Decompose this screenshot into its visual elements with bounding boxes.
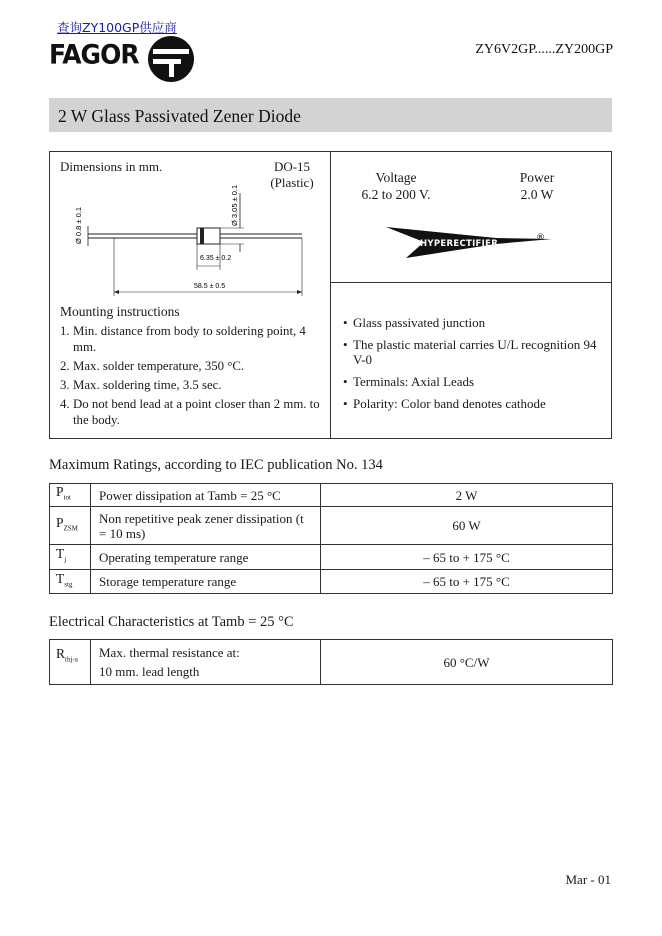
max-ratings-table [49, 483, 613, 594]
brand-name: FAGOR [49, 39, 139, 70]
table-row [50, 640, 613, 685]
dimensions-label: Dimensions in mm. [60, 159, 163, 174]
description-cell: Power dissipation at Tamb = 25 °C [91, 484, 321, 507]
total-length-label: 58.5 ± 0.5 [194, 283, 226, 290]
mounting-list [60, 323, 325, 431]
footer-date: Mar - 01 [565, 872, 611, 887]
feature-item: • Terminals: Axial Leads [343, 374, 475, 389]
mounting-item: 2. Max. solder temperature, 350 °C. [60, 359, 245, 373]
description-cell: Non repetitive peak zener dissipation (t = 10 ms) [91, 507, 321, 545]
mounting-item: 4. Do not bend lead at a point closer than 2 mm. to the body. [60, 397, 320, 427]
feature-item: • The plastic material carries U/L recognition 94 V-0 [343, 337, 597, 367]
feature-item: • Polarity: Color band denotes cathode [343, 396, 546, 411]
table-row [50, 545, 613, 570]
fagor-logo-icon [147, 35, 195, 83]
value-cell: 2 W [321, 484, 613, 507]
registered-mark: ® [536, 233, 545, 243]
diode-dimension-drawing [60, 178, 310, 298]
hyperectifier-logo [386, 224, 558, 262]
symbol-cell: $T_j$ [50, 545, 91, 570]
supplier-link[interactable]: 查询ZY100GP供应商 [57, 20, 177, 35]
symbol-cell: $T_{stg}$ [50, 570, 91, 594]
symbol-cell: $P_{ZSM}$ [50, 507, 91, 545]
cathode-band [200, 228, 204, 244]
box-horizontal-divider [330, 282, 612, 283]
max-ratings-title: Maximum Ratings, according to IEC publication No. 134 [49, 457, 383, 473]
description-cell: Operating temperature range [91, 545, 321, 570]
value-cell: 60 °C/W [321, 640, 613, 685]
value-cell: – 65 to + 175 °C [321, 570, 613, 594]
page-title: 2 W Glass Passivated Zener Diode [58, 106, 301, 126]
description-cell: Max. thermal resistance at: 10 mm. lead length [91, 640, 321, 685]
box-vertical-divider [330, 151, 331, 439]
table-row [50, 570, 613, 594]
package-code: DO-15 [273, 159, 311, 174]
symbol-cell: $P_{tot}$ [50, 484, 91, 507]
lead-diameter-label: Ø 0.8 ± 0.1 [74, 206, 83, 244]
electrical-title: Electrical Characteristics at Tamb = 25 °C [49, 614, 294, 630]
symbol-cell: $R_{thj-a}$ [50, 640, 91, 685]
features-list [343, 315, 605, 418]
package-type: (Plastic) [270, 175, 314, 190]
mounting-item: 1. Min. distance from body to soldering point, 4 mm. [60, 324, 306, 354]
body-diameter-label: Ø 3.05 ± 0.1 [230, 184, 239, 226]
table-row [50, 484, 613, 507]
table-row [50, 507, 613, 545]
body-length-label: 6.35 ± 0.2 [200, 255, 232, 262]
voltage-label: Voltage [375, 170, 417, 185]
power-value: 2.0 W [520, 187, 554, 202]
value-cell: 60 W [321, 507, 613, 545]
voltage-value: 6.2 to 200 V. [361, 187, 431, 202]
part-range: ZY6V2GP......ZY200GP [475, 42, 613, 57]
mounting-item: 3. Max. soldering time, 3.5 sec. [60, 378, 222, 392]
electrical-table [49, 639, 613, 685]
mounting-title: Mounting instructions [60, 304, 180, 319]
feature-item: • Glass passivated junction [343, 315, 486, 330]
value-cell: – 65 to + 175 °C [321, 545, 613, 570]
power-label: Power [519, 170, 555, 185]
description-cell: Storage temperature range [91, 570, 321, 594]
hyperectifier-text: HYPERECTIFIER [420, 239, 499, 249]
